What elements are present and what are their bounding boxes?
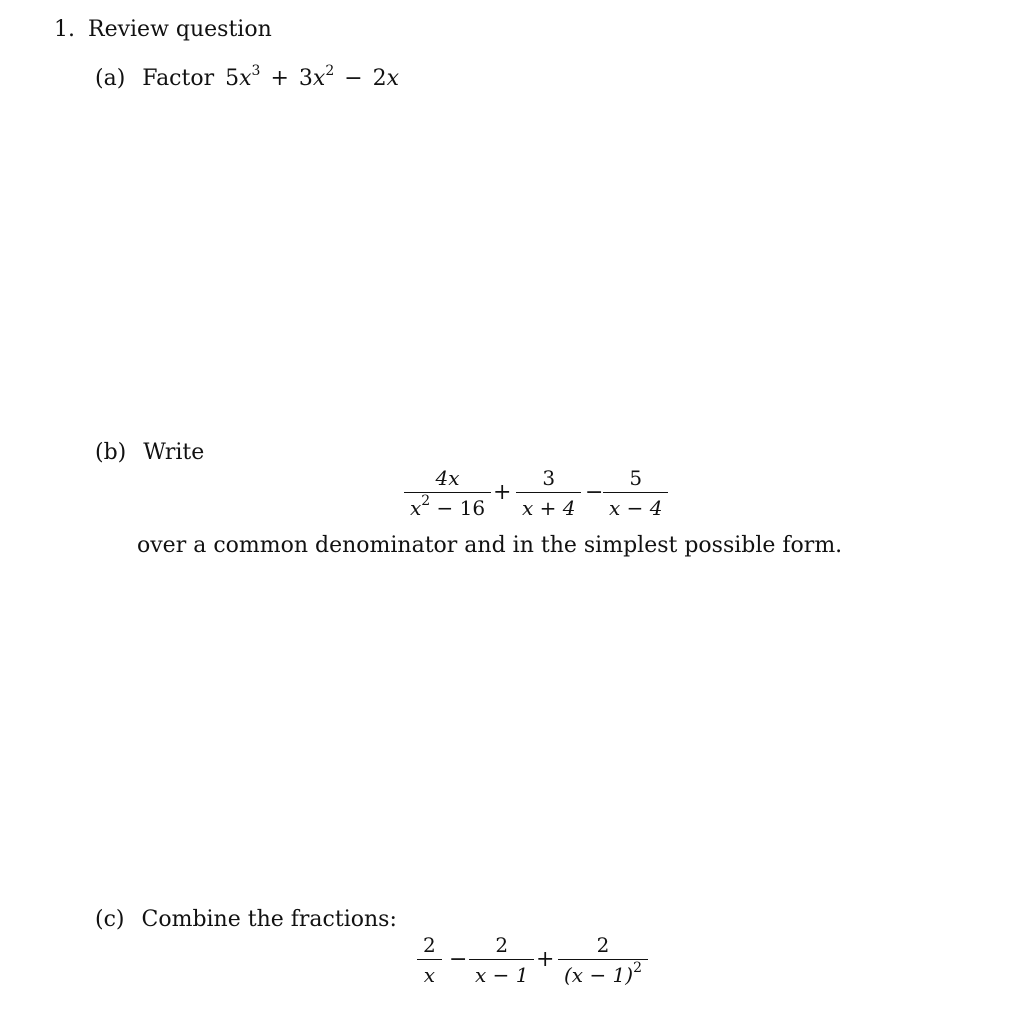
question-title: Review question <box>88 17 272 42</box>
fraction-numerator: 2 <box>495 933 509 957</box>
fraction-numerator: 2 <box>423 933 436 957</box>
part-b-fraction-3 <box>603 466 668 520</box>
part-c-text: Combine the fractions: <box>141 907 397 932</box>
part-a-label: (a) <box>95 66 126 91</box>
fraction-bar <box>516 492 581 493</box>
fraction-bar <box>603 492 668 493</box>
part-a <box>95 62 400 92</box>
fraction-denominator: x − 4 <box>609 496 663 520</box>
part-b-text: Write <box>143 440 205 465</box>
fraction-numerator: 3 <box>542 466 556 490</box>
part-b-operator-plus: + <box>493 480 512 505</box>
part-c-operator-plus: + <box>536 947 555 972</box>
fraction-numerator: 4x <box>435 466 460 490</box>
fraction-numerator: 2 <box>596 933 610 957</box>
fraction-denominator: x <box>423 963 435 987</box>
fraction-denominator: $x^2 - 16$ <box>410 493 486 520</box>
question-header <box>54 17 272 43</box>
fraction-denominator: $(x - 1)^2$ <box>564 960 643 987</box>
part-b-label: (b) <box>95 440 127 465</box>
fraction-denominator: x + 4 <box>522 496 576 520</box>
part-c-label: (c) <box>95 907 125 932</box>
part-c-operator-minus: − <box>449 947 468 972</box>
part-b-instruction: over a common denominator and in the simplest possible form. <box>137 533 843 558</box>
part-b-fraction-2 <box>516 466 581 520</box>
part-c-heading <box>95 907 397 933</box>
part-c-fraction-2 <box>469 933 534 987</box>
part-a-expression: $5x^3 + 3x^2 - 2x$ <box>225 62 400 91</box>
question-number: 1. <box>54 17 75 42</box>
part-c-fraction-1 <box>417 933 442 987</box>
part-a-text: Factor <box>142 66 215 91</box>
fraction-bar <box>469 959 534 960</box>
fraction-denominator: x − 1 <box>475 963 529 987</box>
part-b-operator-minus: − <box>585 480 604 505</box>
part-c-fraction-3 <box>558 933 648 987</box>
part-b-fraction-1 <box>404 466 491 520</box>
part-b-heading <box>95 440 204 466</box>
fraction-numerator: 5 <box>629 466 643 490</box>
fraction-bar <box>417 959 442 960</box>
fraction-bar <box>404 492 491 493</box>
